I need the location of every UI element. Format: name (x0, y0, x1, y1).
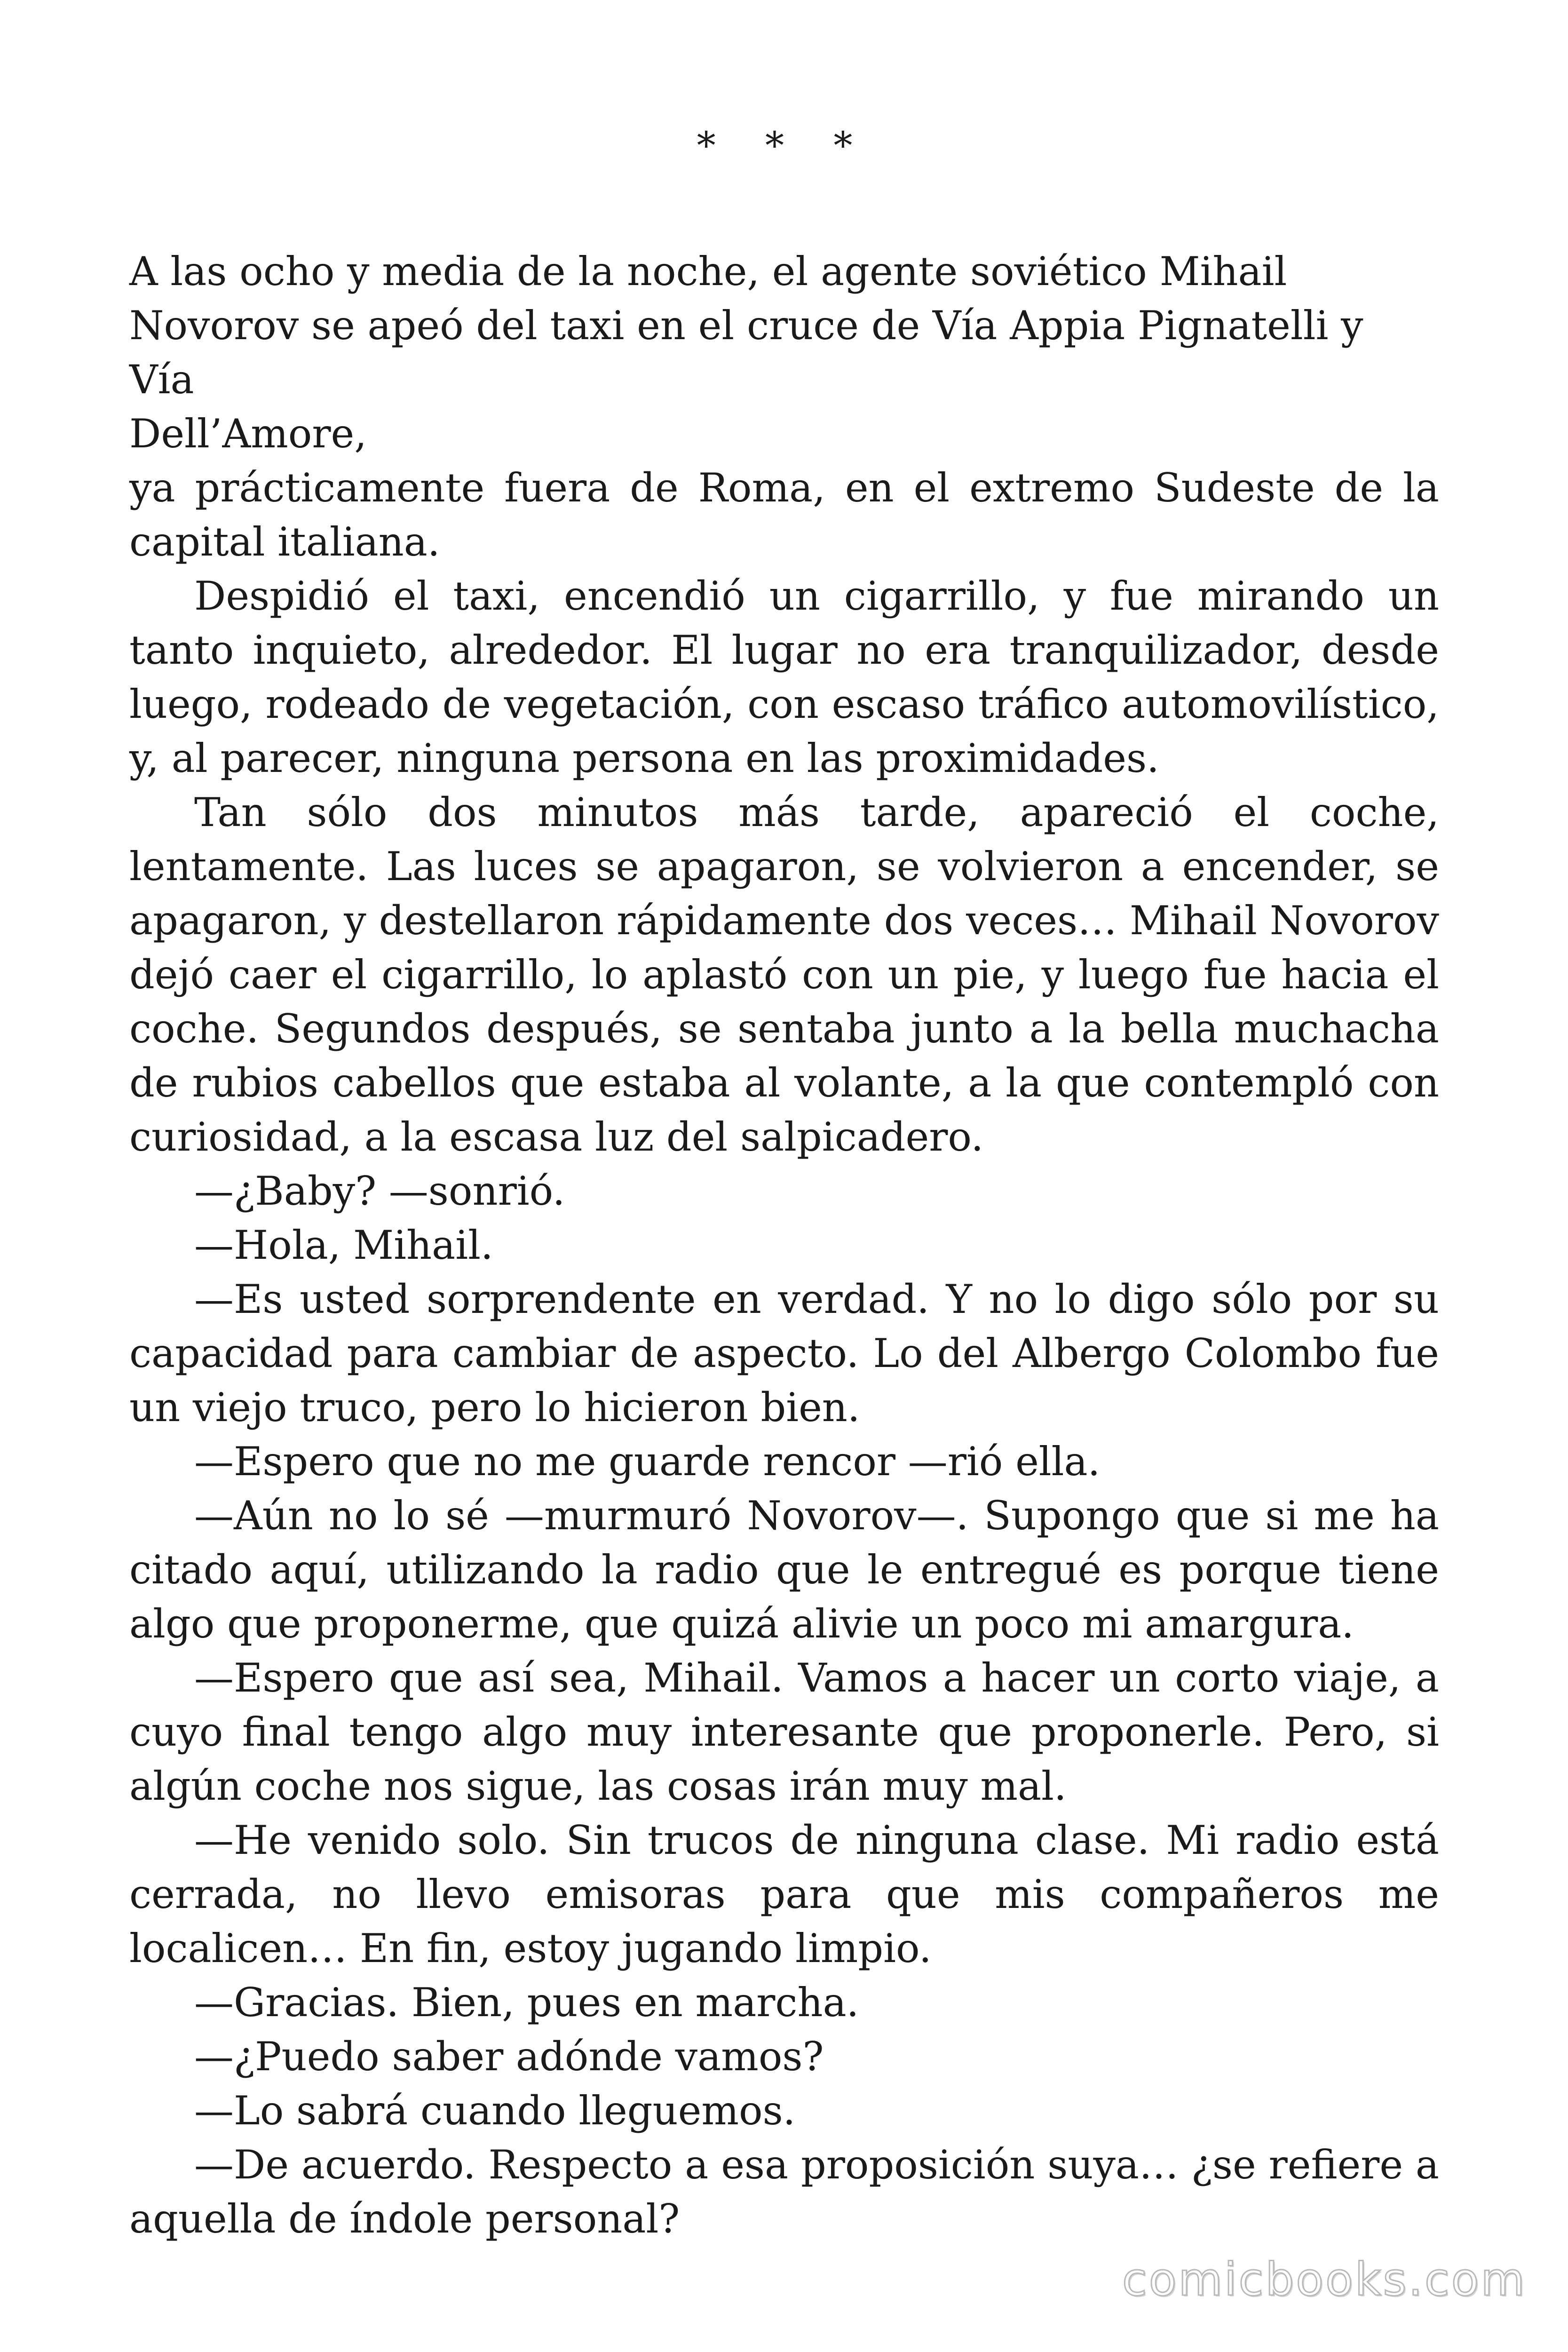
section-separator: * * * (697, 124, 871, 167)
dialogue-line: —He venido solo. Sin trucos de ninguna clase. Mi radio está cerrada, no llevo emisoras para que mis compañeros me localicen… En fin, estoy jugando limpio. (129, 1817, 1439, 1971)
paragraph: Tan sólo dos minutos más tarde, apareció el coche, lentamente. Las luces se apagaron, se volvieron a encender, se apagaron, y destellaron rápidamente dos veces… Mihail Novorov dejó caer el cigarrillo, lo aplastó con un pie, y luego fue hacia el coche. Segundos después, se sentaba junto a la bella muchacha de rubios cabellos que estaba al volante, a la que contempló con curiosidad, a la escasa luz del salpicadero. (129, 789, 1439, 1160)
paragraph: A las ocho y media de la noche, el agente soviético Mihail Novorov se apeó del taxi en el cruce de Vía Appia Pignatelli y Vía (129, 248, 1363, 403)
paragraph: Despidió el taxi, encendió un cigarrillo, y fue mirando un tanto inquieto, alrededor. El lugar no era tranquilizador, desde luego, rodeado de vegetación, con escaso tráfico automovilístico, y, al parecer, ninguna persona en las proximidades. (129, 573, 1439, 781)
dialogue-line: —Hola, Mihail. (194, 1222, 493, 1268)
dialogue-line: —Es usted sorprendente en verdad. Y no lo digo sólo por su capacidad para cambiar de aspecto. Lo del Albergo Colombo fue un viejo truco, pero lo hicieron bien. (129, 1276, 1439, 1430)
dialogue-line: —¿Baby? —sonrió. (194, 1168, 565, 1214)
watermark-logo: comicbooks.com (1122, 2253, 1527, 2306)
paragraph: ya prácticamente fuera de Roma, en el extremo Sudeste de la capital italiana. (129, 465, 1439, 565)
body-text (129, 245, 1439, 2246)
dialogue-line: —Lo sabrá cuando lleguemos. (194, 2088, 796, 2134)
paragraph: Dell’Amore, (129, 411, 367, 457)
dialogue-line: —De acuerdo. Respecto a esa proposición suya… ¿se refiere a aquella de índole personal? (129, 2142, 1439, 2242)
dialogue-line: —¿Puedo saber adónde vamos? (194, 2034, 824, 2080)
dialogue-line: —Aún no lo sé —murmuró Novorov—. Supongo que si me ha citado aquí, utilizando la radio que le entregué es porque tiene algo que proponerme, que quizá alivie un poco mi amargura. (129, 1493, 1439, 1647)
dialogue-line: —Espero que así sea, Mihail. Vamos a hacer un corto viaje, a cuyo final tengo algo muy interesante que proponerle. Pero, si algún coche nos sigue, las cosas irán muy mal. (129, 1655, 1439, 1809)
dialogue-line: —Espero que no me guarde rencor —rió ella. (194, 1438, 1101, 1485)
dialogue-line: —Gracias. Bien, pues en marcha. (194, 1979, 859, 2026)
